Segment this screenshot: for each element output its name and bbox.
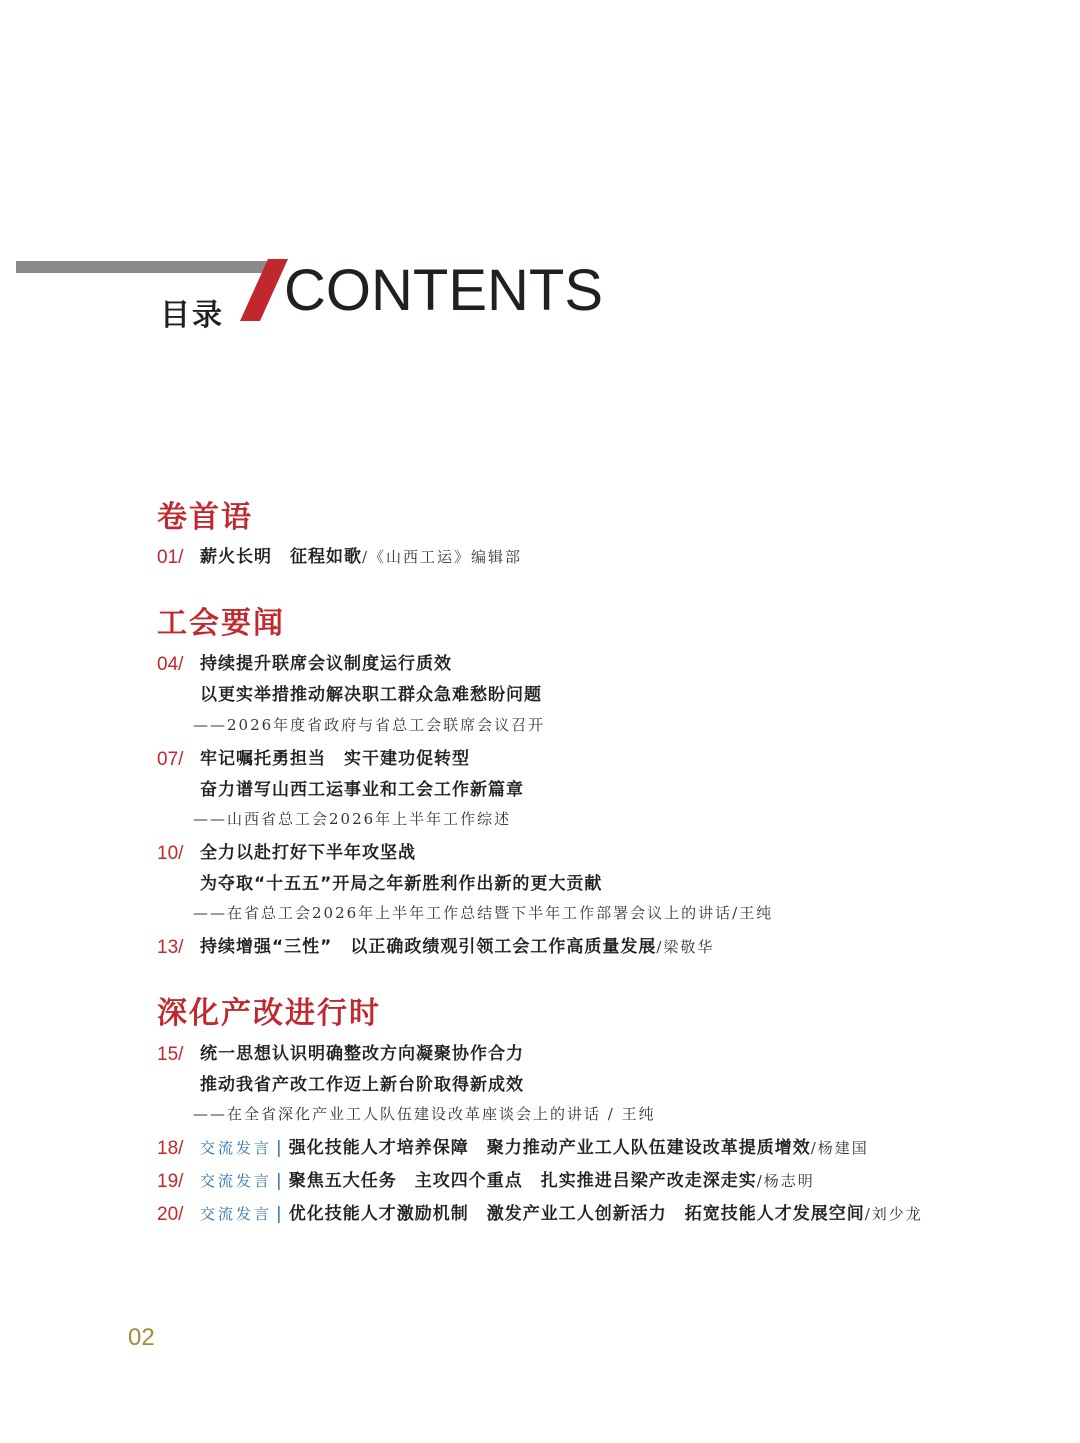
entry-number: 15/	[157, 1044, 184, 1065]
entry-author: /杨建国	[810, 1139, 869, 1157]
entry-title-line1[interactable]: 牢记嘱托勇担当 实干建功促转型	[200, 749, 470, 769]
entry-subtitle: ——2026年度省政府与省总工会联席会议召开	[193, 716, 546, 734]
entry-subtitle: ——在全省深化产业工人队伍建设改革座谈会上的讲话 / 王纯	[193, 1105, 656, 1123]
entry-title[interactable]	[200, 1173, 815, 1190]
entry-title-line1[interactable]: 全力以赴打好下半年攻坚战	[200, 843, 416, 863]
section-title-shenhua-changai: 深化产改进行时	[157, 996, 381, 1031]
entry-title-line1[interactable]: 持续提升联席会议制度运行质效	[200, 654, 452, 674]
entry-subtitle: ——山西省总工会2026年上半年工作综述	[193, 810, 512, 828]
entry-title-text: 优化技能人才激励机制 激发产业工人创新活力 拓宽技能人才发展空间	[288, 1204, 865, 1224]
section-title-gonghui-yaowen: 工会要闻	[157, 606, 285, 641]
entry-title[interactable]	[200, 939, 714, 956]
entry-title-line2[interactable]: 推动我省产改工作迈上新台阶取得新成效	[200, 1075, 524, 1095]
entry-title-text: 强化技能人才培养保障 聚力推动产业工人队伍建设改革提质增效	[288, 1138, 811, 1158]
entry-author: /梁敬华	[656, 938, 715, 956]
entry-title[interactable]	[200, 1206, 923, 1223]
header-en-title: CONTENTS	[284, 258, 603, 323]
entry-title-line2[interactable]: 为夺取“十五五”开局之年新胜利作出新的更大贡献	[200, 874, 603, 894]
tag-separator: |	[276, 1171, 283, 1191]
entry-number: 18/	[157, 1138, 184, 1159]
entry-tag: 交流发言	[200, 1139, 273, 1157]
entry-number: 20/	[157, 1204, 184, 1225]
entry-author: /《山西工运》编辑部	[362, 548, 523, 566]
entry-subtitle: ——在省总工会2026年上半年工作总结暨下半年工作部署会议上的讲话/王纯	[193, 904, 774, 922]
tag-separator: |	[276, 1138, 283, 1158]
entry-number: 07/	[157, 749, 184, 770]
entry-title[interactable]	[200, 549, 522, 566]
entry-number: 01/	[157, 547, 184, 568]
entry-tag: 交流发言	[200, 1172, 273, 1190]
entry-tag: 交流发言	[200, 1205, 273, 1223]
entry-title-text: 持续增强“三性” 以正确政绩观引领工会工作高质量发展	[200, 937, 657, 957]
header-gray-bar	[16, 261, 270, 273]
entry-title-text: 薪火长明 征程如歌	[200, 547, 362, 567]
header-cn-title: 目录	[160, 298, 224, 333]
header-red-slash	[240, 259, 290, 325]
section-title-juanshouyu: 卷首语	[157, 500, 253, 535]
entry-title-line2[interactable]: 以更实举措推动解决职工群众急难愁盼问题	[200, 685, 542, 705]
entry-title[interactable]	[200, 1140, 869, 1157]
entry-title-line1[interactable]: 统一思想认识明确整改方向凝聚协作合力	[200, 1044, 524, 1064]
entry-number: 19/	[157, 1171, 184, 1192]
entry-author: /刘少龙	[864, 1205, 923, 1223]
entry-number: 10/	[157, 843, 184, 864]
tag-separator: |	[276, 1204, 283, 1224]
entry-author: /杨志明	[756, 1172, 815, 1190]
entry-number: 04/	[157, 654, 184, 675]
entry-title-line2[interactable]: 奋力谱写山西工运事业和工会工作新篇章	[200, 780, 524, 800]
page-number: 02	[128, 1324, 155, 1351]
entry-title-text: 聚焦五大任务 主攻四个重点 扎实推进吕梁产改走深走实	[288, 1171, 757, 1191]
entry-number: 13/	[157, 937, 184, 958]
